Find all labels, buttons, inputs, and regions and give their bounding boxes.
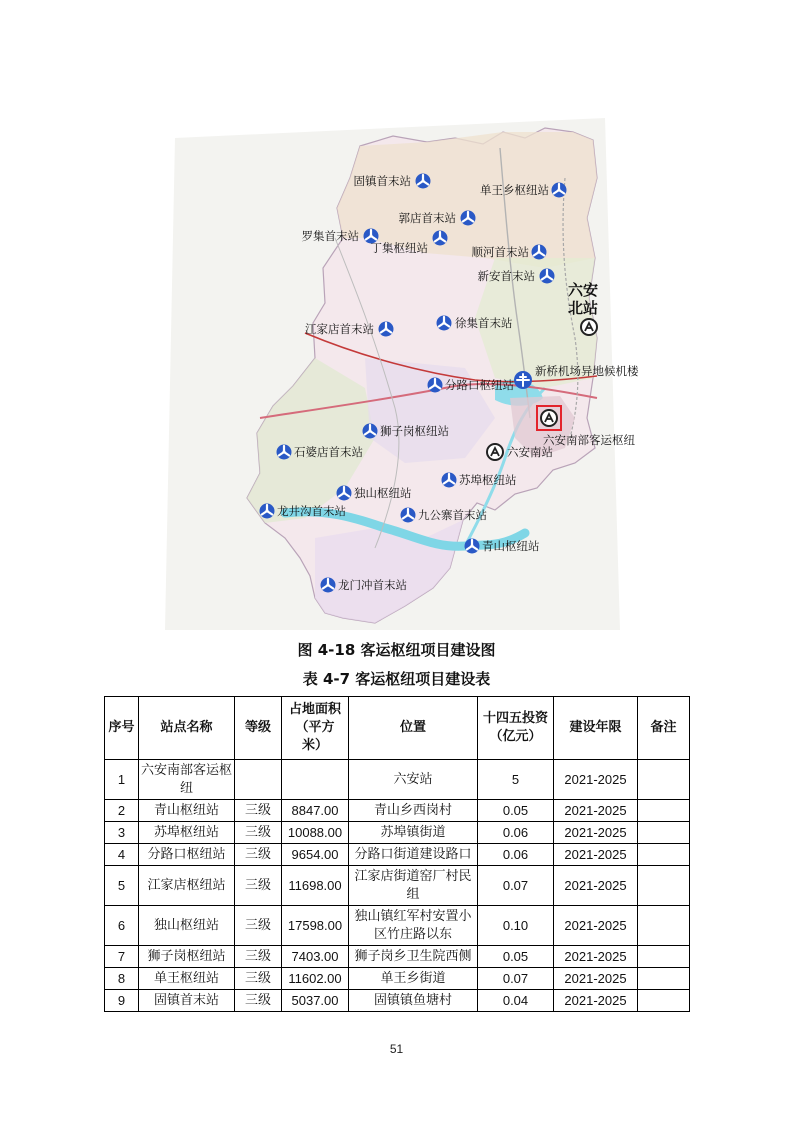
station-label: 顺河首末站 [471, 245, 529, 259]
header-grade: 等级 [235, 697, 282, 760]
rail-south-marker [487, 444, 553, 460]
figure-caption: 图 4-18 客运枢纽项目建设图 [297, 641, 496, 659]
station-guodian-marker [399, 211, 476, 226]
cell-grade: 三级 [235, 990, 282, 1012]
station-label: 石婆店首末站 [294, 445, 363, 459]
cell-period: 2021-2025 [554, 822, 638, 844]
cell-location: 单王乡街道 [349, 968, 478, 990]
cell-remark [638, 760, 690, 800]
rail-north-label-1: 六安 [567, 281, 599, 299]
table-row [105, 760, 690, 800]
cell-location: 分路口街道建设路口 [349, 844, 478, 866]
station-dushan-marker [337, 486, 412, 501]
cell-invest: 0.05 [478, 800, 554, 822]
cell-period: 2021-2025 [554, 990, 638, 1012]
cell-location: 江家店街道窑厂村民组 [349, 866, 478, 906]
cell-area: 10088.00 [282, 822, 349, 844]
airport-label: 新桥机场异地候机楼 [535, 364, 639, 378]
project-map [165, 118, 639, 630]
cell-area: 8847.00 [282, 800, 349, 822]
cell-index: 4 [105, 844, 139, 866]
header-area-line1: 占地面积 [288, 702, 341, 717]
cell-name: 单王枢纽站 [139, 968, 235, 990]
cell-index: 2 [105, 800, 139, 822]
cell-remark [638, 990, 690, 1012]
station-label: 郭店首末站 [398, 211, 456, 225]
station-label: 龙井沟首末站 [277, 504, 346, 518]
table-row [105, 946, 690, 968]
header-index: 序号 [105, 697, 139, 760]
rail-south-label: 六安南站 [507, 445, 553, 459]
cell-index: 7 [105, 946, 139, 968]
cell-name: 青山枢纽站 [139, 800, 235, 822]
cell-location: 固镇镇鱼塘村 [349, 990, 478, 1012]
cell-index: 8 [105, 968, 139, 990]
header-invest-line1: 十四五投资 [482, 711, 548, 726]
header-area-line2: （平方 [295, 720, 335, 735]
station-luoji-marker [302, 229, 379, 244]
header-name: 站点名称 [139, 697, 235, 760]
cell-area: 9654.00 [282, 844, 349, 866]
cell-name: 固镇首末站 [139, 990, 235, 1012]
cell-remark [638, 800, 690, 822]
cell-period: 2021-2025 [554, 760, 638, 800]
table-row [105, 800, 690, 822]
station-shunhe-marker [472, 245, 547, 260]
cell-area: 11698.00 [282, 866, 349, 906]
station-label: 青山枢纽站 [482, 539, 540, 553]
cell-invest: 0.04 [478, 990, 554, 1012]
cell-remark [638, 968, 690, 990]
table-caption: 表 4-7 客运枢纽项目建设表 [302, 670, 491, 688]
table-row [105, 822, 690, 844]
station-label: 徐集首末站 [455, 316, 513, 330]
station-xuji-marker [437, 316, 513, 331]
hub-south-label: 六安南部客运枢纽 [543, 433, 635, 447]
cell-invest: 0.10 [478, 906, 554, 946]
table-row [105, 990, 690, 1012]
cell-index: 6 [105, 906, 139, 946]
cell-index: 3 [105, 822, 139, 844]
table-row [105, 968, 690, 990]
railway-station-icon [541, 410, 557, 426]
cell-name: 独山枢纽站 [139, 906, 235, 946]
station-label: 丁集枢纽站 [370, 241, 428, 255]
cell-invest: 0.06 [478, 822, 554, 844]
table-header-row [105, 697, 690, 760]
cell-name: 六安南部客运枢纽 [139, 760, 235, 800]
cell-grade: 三级 [235, 822, 282, 844]
cell-location: 青山乡西岗村 [349, 800, 478, 822]
cell-grade: 三级 [235, 906, 282, 946]
cell-invest: 5 [478, 760, 554, 800]
cell-remark [638, 822, 690, 844]
station-qingshan-marker [465, 539, 540, 554]
cell-period: 2021-2025 [554, 866, 638, 906]
cell-grade: 三级 [235, 866, 282, 906]
station-label: 罗集首末站 [301, 229, 359, 243]
station-label: 龙门冲首末站 [338, 578, 407, 592]
cell-remark [638, 946, 690, 968]
cell-location: 独山镇红军村安置小区竹庄路以东 [349, 906, 478, 946]
table-row [105, 866, 690, 906]
station-subu-marker [442, 473, 517, 488]
cell-invest: 0.05 [478, 946, 554, 968]
rail-north-label-2: 北站 [567, 299, 599, 317]
cell-name: 狮子岗枢纽站 [139, 946, 235, 968]
cell-grade: 三级 [235, 844, 282, 866]
station-label: 独山枢纽站 [354, 486, 412, 500]
cell-index: 1 [105, 760, 139, 800]
cell-area: 17598.00 [282, 906, 349, 946]
table-row [105, 906, 690, 946]
cell-invest: 0.07 [478, 866, 554, 906]
cell-grade: 三级 [235, 946, 282, 968]
cell-area: 7403.00 [282, 946, 349, 968]
cell-index: 5 [105, 866, 139, 906]
cell-grade: 三级 [235, 968, 282, 990]
header-remark: 备注 [638, 697, 690, 760]
cell-invest: 0.07 [478, 968, 554, 990]
cell-area [282, 760, 349, 800]
station-label: 苏埠枢纽站 [459, 473, 517, 487]
station-label: 江家店首末站 [305, 322, 374, 336]
station-xinan-marker [478, 269, 555, 284]
station-label: 固镇首末站 [353, 174, 411, 188]
cell-remark [638, 844, 690, 866]
cell-grade: 三级 [235, 800, 282, 822]
cell-period: 2021-2025 [554, 844, 638, 866]
station-label: 九公寨首末站 [418, 508, 487, 522]
page-number: 51 [389, 1042, 404, 1056]
header-period: 建设年限 [554, 697, 638, 760]
cell-location: 六安站 [349, 760, 478, 800]
cell-location: 狮子岗乡卫生院西侧 [349, 946, 478, 968]
station-label: 新安首末站 [477, 269, 535, 283]
cell-area: 11602.00 [282, 968, 349, 990]
station-label: 分路口枢纽站 [445, 378, 514, 392]
cell-period: 2021-2025 [554, 906, 638, 946]
header-area [282, 697, 349, 760]
header-location: 位置 [349, 697, 478, 760]
cell-period: 2021-2025 [554, 800, 638, 822]
cell-name: 江家店枢纽站 [139, 866, 235, 906]
cell-name: 分路口枢纽站 [139, 844, 235, 866]
cell-area: 5037.00 [282, 990, 349, 1012]
station-label: 单王乡枢纽站 [480, 183, 549, 197]
station-guzhen-marker [354, 174, 431, 189]
railway-station-icon [487, 444, 503, 460]
cell-remark [638, 906, 690, 946]
project-table [104, 696, 690, 1012]
header-area-line3: 米） [301, 738, 328, 753]
cell-period: 2021-2025 [554, 968, 638, 990]
railway-station-icon [581, 319, 597, 335]
cell-period: 2021-2025 [554, 946, 638, 968]
header-invest-line2: （亿元） [489, 729, 542, 744]
cell-name: 苏埠枢纽站 [139, 822, 235, 844]
cell-grade [235, 760, 282, 800]
table-row [105, 844, 690, 866]
header-invest [478, 697, 554, 760]
cell-remark [638, 866, 690, 906]
station-label: 狮子岗枢纽站 [380, 424, 449, 438]
cell-location: 苏埠镇街道 [349, 822, 478, 844]
cell-index: 9 [105, 990, 139, 1012]
cell-invest: 0.06 [478, 844, 554, 866]
